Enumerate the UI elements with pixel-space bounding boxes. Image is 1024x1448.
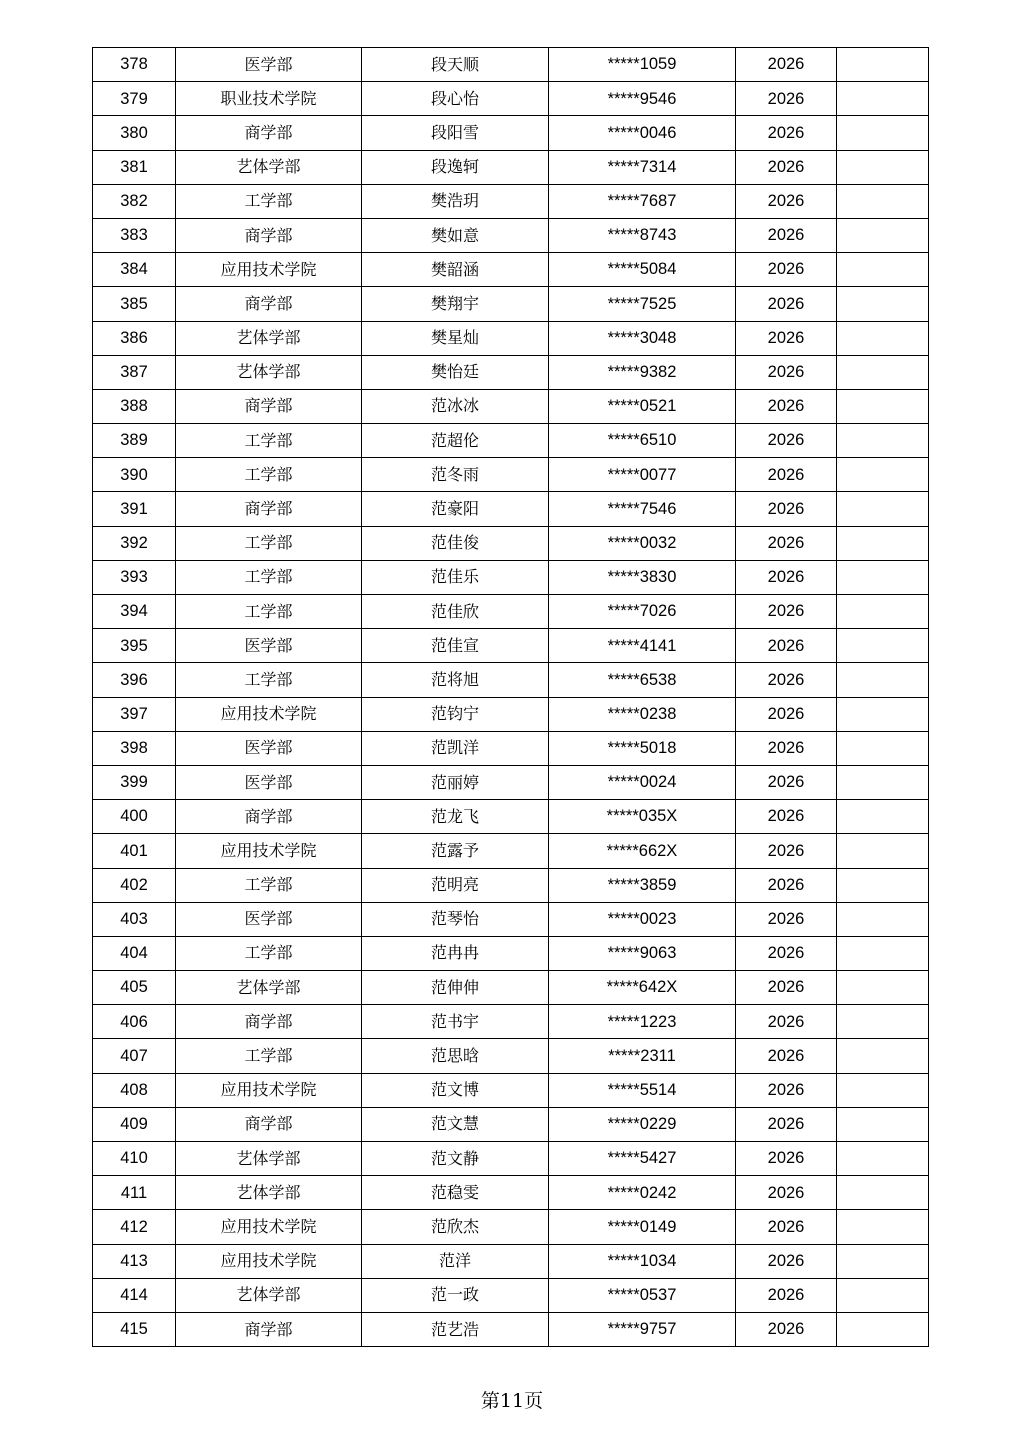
table-row [93,629,929,663]
serial-number-cell: 397 [93,697,176,731]
department-cell: 医学部 [176,731,362,765]
id-number-cell: *****0238 [549,697,736,731]
year-cell: 2026 [736,355,837,389]
table-row [93,184,929,218]
id-number-cell: *****1034 [549,1244,736,1278]
remarks-cell [837,902,929,936]
serial-number-cell: 398 [93,731,176,765]
department-cell: 商学部 [176,218,362,252]
name-cell: 范冉冉 [362,936,549,970]
serial-number-cell: 380 [93,116,176,150]
year-cell: 2026 [736,82,837,116]
table-row [93,1005,929,1039]
table-row [93,253,929,287]
table-row [93,287,929,321]
remarks-cell [837,663,929,697]
remarks-cell [837,218,929,252]
remarks-cell [837,1278,929,1312]
id-number-cell: *****3859 [549,868,736,902]
serial-number-cell: 404 [93,936,176,970]
name-cell: 范佳宣 [362,629,549,663]
name-cell: 范明亮 [362,868,549,902]
department-cell: 商学部 [176,1005,362,1039]
serial-number-cell: 388 [93,389,176,423]
year-cell: 2026 [736,253,837,287]
year-cell: 2026 [736,1142,837,1176]
table-row [93,1210,929,1244]
serial-number-cell: 382 [93,184,176,218]
year-cell: 2026 [736,629,837,663]
year-cell: 2026 [736,595,837,629]
name-cell: 范钧宁 [362,697,549,731]
table-row [93,1176,929,1210]
table-row [93,526,929,560]
table-row [93,834,929,868]
name-cell: 范文博 [362,1073,549,1107]
department-cell: 职业技术学院 [176,82,362,116]
year-cell: 2026 [736,526,837,560]
remarks-cell [837,1176,929,1210]
name-cell: 范佳乐 [362,560,549,594]
remarks-cell [837,321,929,355]
name-cell: 范伸伸 [362,971,549,1005]
id-number-cell: *****2311 [549,1039,736,1073]
year-cell: 2026 [736,184,837,218]
department-cell: 商学部 [176,287,362,321]
table-row [93,1142,929,1176]
name-cell: 段阳雪 [362,116,549,150]
name-cell: 段逸轲 [362,150,549,184]
remarks-cell [837,868,929,902]
table-row [93,560,929,594]
name-cell: 范文静 [362,1142,549,1176]
remarks-cell [837,492,929,526]
year-cell: 2026 [736,1176,837,1210]
serial-number-cell: 405 [93,971,176,1005]
name-cell: 樊韶涵 [362,253,549,287]
department-cell: 商学部 [176,492,362,526]
id-number-cell: *****3830 [549,560,736,594]
year-cell: 2026 [736,971,837,1005]
year-cell: 2026 [736,48,837,82]
remarks-cell [837,1210,929,1244]
remarks-cell [837,629,929,663]
year-cell: 2026 [736,218,837,252]
remarks-cell [837,355,929,389]
roster-table [92,47,929,1347]
name-cell: 樊星灿 [362,321,549,355]
name-cell: 范龙飞 [362,800,549,834]
table-row [93,150,929,184]
serial-number-cell: 409 [93,1107,176,1141]
year-cell: 2026 [736,1210,837,1244]
department-cell: 艺体学部 [176,971,362,1005]
name-cell: 范将旭 [362,663,549,697]
department-cell: 应用技术学院 [176,1073,362,1107]
serial-number-cell: 387 [93,355,176,389]
year-cell: 2026 [736,150,837,184]
id-number-cell: *****6510 [549,424,736,458]
department-cell: 工学部 [176,936,362,970]
year-cell: 2026 [736,116,837,150]
serial-number-cell: 399 [93,765,176,799]
id-number-cell: *****5084 [549,253,736,287]
department-cell: 医学部 [176,765,362,799]
remarks-cell [837,1142,929,1176]
name-cell: 范凯洋 [362,731,549,765]
remarks-cell [837,116,929,150]
id-number-cell: *****0024 [549,765,736,799]
id-number-cell: *****5427 [549,1142,736,1176]
id-number-cell: *****8743 [549,218,736,252]
department-cell: 应用技术学院 [176,697,362,731]
department-cell: 商学部 [176,116,362,150]
table-row [93,458,929,492]
remarks-cell [837,560,929,594]
id-number-cell: *****0521 [549,389,736,423]
serial-number-cell: 389 [93,424,176,458]
table-row [93,492,929,526]
remarks-cell [837,48,929,82]
serial-number-cell: 413 [93,1244,176,1278]
id-number-cell: *****0537 [549,1278,736,1312]
remarks-cell [837,936,929,970]
year-cell: 2026 [736,663,837,697]
table-row [93,1312,929,1346]
id-number-cell: *****0149 [549,1210,736,1244]
year-cell: 2026 [736,492,837,526]
id-number-cell: *****1059 [549,48,736,82]
table-row [93,902,929,936]
id-number-cell: *****662X [549,834,736,868]
name-cell: 范豪阳 [362,492,549,526]
serial-number-cell: 378 [93,48,176,82]
year-cell: 2026 [736,389,837,423]
serial-number-cell: 402 [93,868,176,902]
id-number-cell: *****9546 [549,82,736,116]
name-cell: 段天顺 [362,48,549,82]
department-cell: 艺体学部 [176,355,362,389]
year-cell: 2026 [736,1244,837,1278]
serial-number-cell: 396 [93,663,176,697]
remarks-cell [837,82,929,116]
serial-number-cell: 415 [93,1312,176,1346]
table-row [93,936,929,970]
name-cell: 范冰冰 [362,389,549,423]
name-cell: 樊翔宇 [362,287,549,321]
remarks-cell [837,389,929,423]
remarks-cell [837,424,929,458]
table-row [93,82,929,116]
department-cell: 应用技术学院 [176,1210,362,1244]
department-cell: 应用技术学院 [176,834,362,868]
name-cell: 范书宇 [362,1005,549,1039]
serial-number-cell: 381 [93,150,176,184]
name-cell: 范露予 [362,834,549,868]
remarks-cell [837,765,929,799]
year-cell: 2026 [736,1039,837,1073]
year-cell: 2026 [736,1312,837,1346]
table-row [93,48,929,82]
table-row [93,800,929,834]
remarks-cell [837,1039,929,1073]
remarks-cell [837,834,929,868]
year-cell: 2026 [736,321,837,355]
remarks-cell [837,971,929,1005]
id-number-cell: *****7546 [549,492,736,526]
department-cell: 商学部 [176,389,362,423]
table-row [93,218,929,252]
year-cell: 2026 [736,765,837,799]
name-cell: 范丽婷 [362,765,549,799]
remarks-cell [837,150,929,184]
serial-number-cell: 408 [93,1073,176,1107]
name-cell: 范一政 [362,1278,549,1312]
id-number-cell: *****7026 [549,595,736,629]
remarks-cell [837,800,929,834]
department-cell: 商学部 [176,1312,362,1346]
table-row [93,868,929,902]
table-row [93,321,929,355]
remarks-cell [837,526,929,560]
table-row [93,697,929,731]
year-cell: 2026 [736,834,837,868]
id-number-cell: *****0032 [549,526,736,560]
department-cell: 工学部 [176,184,362,218]
department-cell: 艺体学部 [176,1142,362,1176]
department-cell: 艺体学部 [176,150,362,184]
table-row [93,1039,929,1073]
serial-number-cell: 392 [93,526,176,560]
department-cell: 商学部 [176,1107,362,1141]
department-cell: 工学部 [176,458,362,492]
id-number-cell: *****7687 [549,184,736,218]
serial-number-cell: 391 [93,492,176,526]
department-cell: 医学部 [176,902,362,936]
name-cell: 范佳俊 [362,526,549,560]
department-cell: 工学部 [176,868,362,902]
department-cell: 艺体学部 [176,1278,362,1312]
year-cell: 2026 [736,560,837,594]
id-number-cell: *****5514 [549,1073,736,1107]
table-row [93,424,929,458]
department-cell: 商学部 [176,800,362,834]
year-cell: 2026 [736,458,837,492]
table-row [93,1278,929,1312]
remarks-cell [837,731,929,765]
name-cell: 段心怡 [362,82,549,116]
serial-number-cell: 400 [93,800,176,834]
department-cell: 工学部 [176,526,362,560]
table-row [93,971,929,1005]
id-number-cell: *****0023 [549,902,736,936]
id-number-cell: *****5018 [549,731,736,765]
name-cell: 范冬雨 [362,458,549,492]
name-cell: 范洋 [362,1244,549,1278]
serial-number-cell: 379 [93,82,176,116]
name-cell: 范超伦 [362,424,549,458]
remarks-cell [837,458,929,492]
serial-number-cell: 384 [93,253,176,287]
remarks-cell [837,1073,929,1107]
department-cell: 医学部 [176,48,362,82]
year-cell: 2026 [736,936,837,970]
remarks-cell [837,287,929,321]
department-cell: 艺体学部 [176,1176,362,1210]
year-cell: 2026 [736,697,837,731]
department-cell: 应用技术学院 [176,253,362,287]
table-row [93,1244,929,1278]
id-number-cell: *****6538 [549,663,736,697]
id-number-cell: *****9382 [549,355,736,389]
name-cell: 樊如意 [362,218,549,252]
remarks-cell [837,184,929,218]
remarks-cell [837,697,929,731]
id-number-cell: *****035X [549,800,736,834]
table-row [93,595,929,629]
department-cell: 应用技术学院 [176,1244,362,1278]
id-number-cell: *****0229 [549,1107,736,1141]
id-number-cell: *****7314 [549,150,736,184]
name-cell: 范文慧 [362,1107,549,1141]
department-cell: 工学部 [176,663,362,697]
id-number-cell: *****0077 [549,458,736,492]
id-number-cell: *****9757 [549,1312,736,1346]
year-cell: 2026 [736,868,837,902]
name-cell: 范思晗 [362,1039,549,1073]
remarks-cell [837,1244,929,1278]
serial-number-cell: 412 [93,1210,176,1244]
serial-number-cell: 385 [93,287,176,321]
table-row [93,765,929,799]
name-cell: 范佳欣 [362,595,549,629]
serial-number-cell: 403 [93,902,176,936]
table-row [93,1073,929,1107]
department-cell: 工学部 [176,560,362,594]
serial-number-cell: 414 [93,1278,176,1312]
name-cell: 樊浩玥 [362,184,549,218]
table-row [93,389,929,423]
year-cell: 2026 [736,902,837,936]
table-row [93,731,929,765]
serial-number-cell: 395 [93,629,176,663]
serial-number-cell: 406 [93,1005,176,1039]
remarks-cell [837,253,929,287]
id-number-cell: *****642X [549,971,736,1005]
name-cell: 范琴怡 [362,902,549,936]
department-cell: 医学部 [176,629,362,663]
department-cell: 艺体学部 [176,321,362,355]
id-number-cell: *****9063 [549,936,736,970]
id-number-cell: *****1223 [549,1005,736,1039]
remarks-cell [837,595,929,629]
serial-number-cell: 410 [93,1142,176,1176]
id-number-cell: *****0046 [549,116,736,150]
remarks-cell [837,1312,929,1346]
year-cell: 2026 [736,1278,837,1312]
remarks-cell [837,1107,929,1141]
serial-number-cell: 411 [93,1176,176,1210]
id-number-cell: *****4141 [549,629,736,663]
id-number-cell: *****0242 [549,1176,736,1210]
name-cell: 范艺浩 [362,1312,549,1346]
table-row [93,663,929,697]
serial-number-cell: 401 [93,834,176,868]
serial-number-cell: 407 [93,1039,176,1073]
serial-number-cell: 383 [93,218,176,252]
year-cell: 2026 [736,424,837,458]
table-row [93,1107,929,1141]
department-cell: 工学部 [176,424,362,458]
year-cell: 2026 [736,287,837,321]
table-row [93,116,929,150]
name-cell: 范欣杰 [362,1210,549,1244]
year-cell: 2026 [736,800,837,834]
serial-number-cell: 390 [93,458,176,492]
id-number-cell: *****7525 [549,287,736,321]
serial-number-cell: 394 [93,595,176,629]
remarks-cell [837,1005,929,1039]
year-cell: 2026 [736,1073,837,1107]
year-cell: 2026 [736,731,837,765]
roster-table-body [93,48,929,1347]
year-cell: 2026 [736,1005,837,1039]
page-number: 第11页 [480,1390,544,1412]
name-cell: 樊怡廷 [362,355,549,389]
department-cell: 工学部 [176,1039,362,1073]
serial-number-cell: 386 [93,321,176,355]
name-cell: 范稳雯 [362,1176,549,1210]
id-number-cell: *****3048 [549,321,736,355]
department-cell: 工学部 [176,595,362,629]
serial-number-cell: 393 [93,560,176,594]
year-cell: 2026 [736,1107,837,1141]
table-row [93,355,929,389]
